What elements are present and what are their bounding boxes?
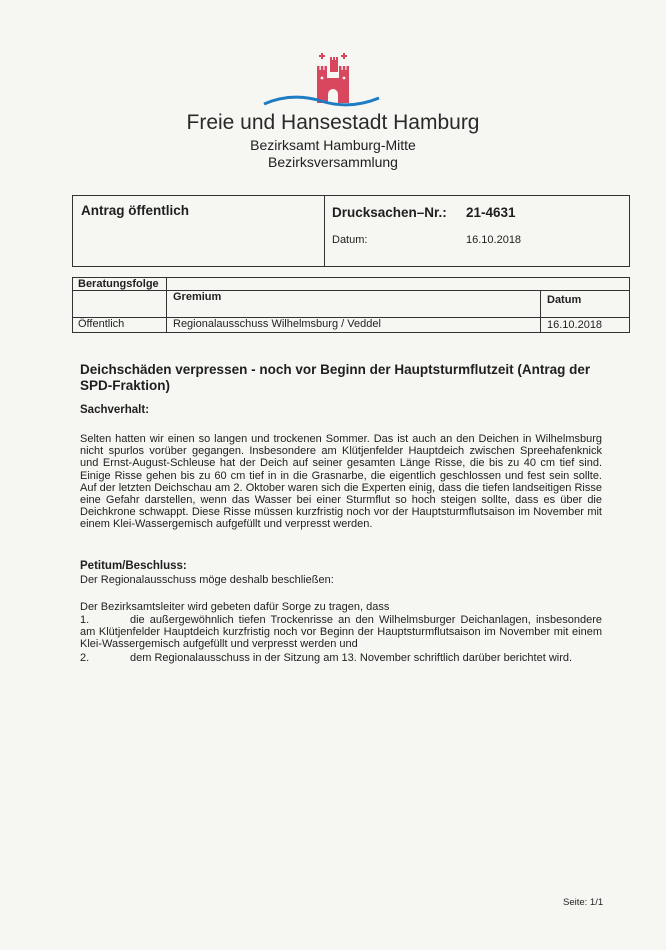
box-divider bbox=[324, 196, 325, 266]
col-line bbox=[166, 278, 167, 332]
institution-title: Freie und Hansestadt Hamburg bbox=[186, 111, 480, 134]
item-number: 1. bbox=[80, 614, 90, 626]
list-item bbox=[80, 652, 602, 664]
hamburg-coat-of-arms-icon bbox=[262, 48, 380, 110]
request-intro: Der Bezirksamtsleiter wird gebeten dafür Sorge zu tragen, dass bbox=[80, 601, 390, 613]
row-status: Öffentlich bbox=[78, 318, 125, 330]
row-gremium: Regionalausschuss Wilhelmsburg / Veddel bbox=[173, 318, 381, 330]
beratungsfolge-table bbox=[72, 277, 630, 333]
district-assembly: Bezirksversammlung bbox=[268, 154, 398, 170]
item-number: 2. bbox=[80, 652, 90, 664]
item-text: dem Regionalausschuss in der Sitzung am 13. November schriftlich darüber berichtet wird. bbox=[130, 652, 573, 664]
row-datum: 16.10.2018 bbox=[547, 319, 603, 331]
gremium-header: Gremium bbox=[173, 291, 222, 303]
district-office: Bezirksamt Hamburg-Mitte bbox=[250, 137, 416, 153]
datum-value: 16.10.2018 bbox=[466, 234, 522, 246]
datum-header: Datum bbox=[547, 294, 582, 306]
row-line bbox=[73, 290, 166, 291]
page-number: Seite: 1/1 bbox=[563, 897, 604, 908]
petitum-heading: Petitum/Beschluss: bbox=[80, 560, 187, 572]
drucksachen-label: Drucksachen–Nr.: bbox=[332, 205, 447, 220]
document-type: Antrag öffentlich bbox=[81, 203, 189, 218]
item-text: die außergewöhnlich tiefen Trockenrisse an den Wilhelmsburger Deichanlagen, insbesondere am Klütjenfelder Hauptdeich kurzfristig noch vor Beginn der Hauptsturmflutsaison im November mit einem Klei-Wassergemisch aufgefüllt und verpresst werden und bbox=[80, 614, 602, 651]
drucksachen-number: 21-4631 bbox=[466, 205, 516, 220]
motion-title: Deichschäden verpressen - noch vor Beginn der Hauptsturmflutzeit (Antrag der SPD-Fraktion) bbox=[80, 362, 591, 393]
col-line bbox=[540, 290, 541, 332]
row-line bbox=[166, 290, 629, 291]
sachverhalt-text: Selten hatten wir einen so langen und trockenen Sommer. Das ist auch an den Deichen in Wilhelmsburg nicht spurlos vorüber gegangen. Insbesondere am Klütjenfelder Hauptdeich zwischen Spreehafenknick und Ernst-August-Schleuse hat der Deich auf seiner gesamten Länge Risse, die bis zu 40 cm tief sind. Einige Risse gehen bis zu 60 cm tief in in die Grasnarbe, die eigentlich geschlossen und fest sein sollte. Auf der letzten Deichschau am 2. Oktober waren sich die Experten einig, dass die tiefen landseitigen Risse eine Gefahr darstellen, wenn das Wasser bei einer Sturmflut so hoch steigen sollte, dass es über die Deichkrone schwappt. Diese Risse müssen kurzfristig noch vor der Hauptsturmflutsaison im November mit einem Klei-Wassergemisch aufgefüllt und verpresst werden. bbox=[80, 433, 602, 531]
document-info-box bbox=[72, 195, 630, 267]
datum-label: Datum: bbox=[332, 234, 368, 246]
beratungsfolge-title: Beratungsfolge bbox=[78, 278, 159, 290]
list-item bbox=[80, 614, 602, 651]
sachverhalt-heading: Sachverhalt: bbox=[80, 404, 150, 416]
petitum-intro: Der Regionalausschuss möge deshalb beschließen: bbox=[80, 574, 334, 586]
